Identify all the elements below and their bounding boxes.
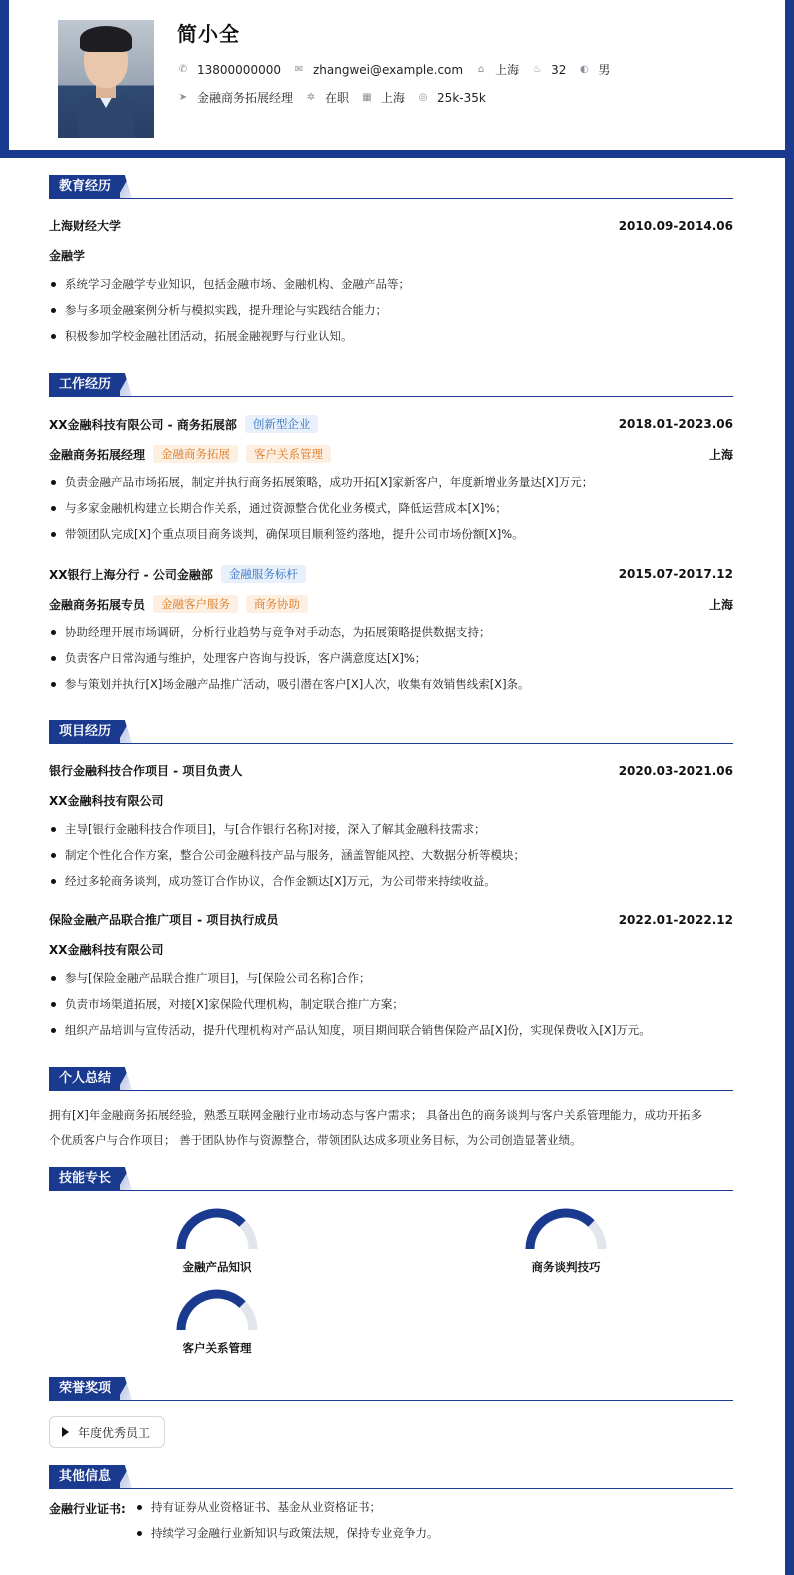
job-bullets bbox=[49, 619, 733, 697]
coin-icon: ◎ bbox=[418, 91, 428, 103]
list-item: 积极参加学校金融社团活动，拓展金融视野与行业认知。 bbox=[49, 323, 733, 349]
project-row bbox=[49, 762, 733, 779]
project-name: 保险金融产品联合推广项目 - 项目执行成员 bbox=[49, 913, 279, 927]
section-title: 教育经历 bbox=[49, 175, 121, 198]
gender-icon: ◐ bbox=[580, 63, 589, 75]
project-org-row bbox=[49, 792, 733, 809]
job-company-row bbox=[49, 565, 733, 583]
job-company-row bbox=[49, 415, 733, 433]
gear-icon: ✲ bbox=[306, 91, 316, 103]
skill-name: 商务谈判技巧 bbox=[531, 1260, 601, 1274]
role-name: 金融商务拓展经理 bbox=[49, 447, 146, 462]
education-section bbox=[49, 175, 733, 355]
major-name: 金融学 bbox=[49, 249, 86, 263]
summary-section bbox=[49, 1067, 733, 1157]
summary-text bbox=[49, 1103, 733, 1153]
section-header bbox=[49, 720, 733, 744]
email-item bbox=[293, 63, 463, 77]
skill-gauge bbox=[175, 1288, 259, 1332]
list-item: 持续学习金融行业新知识与政策法规，保持专业竞争力。 bbox=[135, 1520, 733, 1546]
job-date: 2015.07-2017.12 bbox=[618, 567, 733, 581]
project-org-row bbox=[49, 941, 733, 958]
status-item bbox=[305, 89, 349, 106]
skill-item bbox=[506, 1207, 626, 1275]
project-bullets bbox=[49, 965, 733, 1043]
age-value: 32 bbox=[551, 62, 567, 77]
other-label: 金融行业证书: bbox=[49, 1502, 126, 1516]
project-date: 2022.01-2022.12 bbox=[618, 912, 733, 927]
company-name: XX金融科技有限公司 - 商务拓展部 bbox=[49, 417, 237, 432]
profile-photo bbox=[58, 20, 154, 138]
section-title: 个人总结 bbox=[49, 1067, 121, 1090]
awards-section bbox=[49, 1377, 733, 1457]
education-date: 2010.09-2014.06 bbox=[618, 218, 733, 233]
send-icon: ➤ bbox=[178, 91, 188, 103]
section-header bbox=[49, 1465, 733, 1489]
salary-value: 25k-35k bbox=[437, 90, 486, 105]
work-section bbox=[49, 373, 733, 703]
list-item: 参与[保险金融产品联合推广项目]，与[保险公司名称]合作； bbox=[49, 965, 733, 991]
section-title-tail bbox=[120, 1377, 132, 1400]
contact-row bbox=[177, 61, 622, 78]
skill-gauge bbox=[175, 1207, 259, 1251]
section-title: 工作经历 bbox=[49, 373, 121, 396]
company-tag: 金融服务标杆 bbox=[221, 565, 306, 583]
section-title: 技能专长 bbox=[49, 1167, 121, 1190]
section-header bbox=[49, 1377, 733, 1401]
project-name: 银行金融科技合作项目 - 项目负责人 bbox=[49, 764, 243, 778]
email-value: zhangwei@example.com bbox=[312, 62, 464, 77]
role-tag: 客户关系管理 bbox=[246, 445, 331, 463]
job-intent-row bbox=[177, 89, 498, 106]
job-role-row bbox=[49, 445, 733, 463]
other-bullets bbox=[135, 1494, 733, 1546]
salary-item bbox=[417, 91, 486, 105]
position-value: 金融商务拓展经理 bbox=[197, 91, 294, 105]
gender-value: 男 bbox=[598, 63, 611, 77]
section-header bbox=[49, 1167, 733, 1191]
position-item bbox=[177, 89, 293, 106]
list-item: 持有证券从业资格证书、基金从业资格证书； bbox=[135, 1494, 733, 1520]
city-item bbox=[475, 61, 519, 78]
status-value: 在职 bbox=[325, 91, 350, 105]
project-date: 2020.03-2021.06 bbox=[618, 763, 733, 778]
building-icon: ▦ bbox=[362, 91, 372, 103]
job-bullets bbox=[49, 469, 733, 547]
award-item[interactable] bbox=[49, 1416, 165, 1448]
list-item: 主导[银行金融科技合作项目]，与[合作银行名称]对接，深入了解其金融科技需求； bbox=[49, 816, 733, 842]
frame-right-bar-top bbox=[785, 0, 794, 158]
city-value: 上海 bbox=[495, 63, 520, 77]
role-tag: 商务协助 bbox=[246, 595, 308, 613]
role-tag: 金融商务拓展 bbox=[153, 445, 238, 463]
projects-section bbox=[49, 720, 733, 1050]
age-item bbox=[531, 63, 566, 77]
section-title-tail bbox=[120, 1067, 132, 1090]
gender-item bbox=[578, 61, 610, 78]
other-section bbox=[49, 1465, 733, 1565]
candidate-name: 简小全 bbox=[177, 22, 240, 46]
list-item: 负责金融产品市场拓展，制定并执行商务拓展策略，成功开拓[X]家新客户，年度新增业务量达[X]万元； bbox=[49, 469, 733, 495]
role-tag: 金融客户服务 bbox=[153, 595, 238, 613]
section-header bbox=[49, 1067, 733, 1091]
summary-line: 拥有[X]年金融商务拓展经验，熟悉互联网金融行业市场动态与客户需求； 具备出色的商务谈判与客户关系管理能力，成功开拓多 bbox=[49, 1108, 703, 1122]
list-item: 负责市场渠道拓展，对接[X]家保险代理机构，制定联合推广方案； bbox=[49, 991, 733, 1017]
resume-header bbox=[9, 0, 785, 150]
section-title-tail bbox=[120, 720, 132, 743]
section-header bbox=[49, 373, 733, 397]
mail-icon: ✉ bbox=[294, 63, 304, 75]
section-title-tail bbox=[120, 175, 132, 198]
play-icon bbox=[62, 1427, 69, 1437]
skill-gauge bbox=[524, 1207, 608, 1251]
project-bullets bbox=[49, 816, 733, 894]
phone-icon: ✆ bbox=[178, 63, 188, 75]
education-row bbox=[49, 217, 733, 234]
project-row bbox=[49, 911, 733, 928]
role-name: 金融商务拓展专员 bbox=[49, 597, 146, 612]
list-item: 制定个性化合作方案，整合公司金融科技产品与服务，涵盖智能风控、大数据分析等模块； bbox=[49, 842, 733, 868]
home-icon: ⌂ bbox=[477, 63, 485, 75]
school-name: 上海财经大学 bbox=[49, 219, 122, 233]
section-title: 项目经历 bbox=[49, 720, 121, 743]
section-header bbox=[49, 175, 733, 199]
target-city-item bbox=[361, 89, 405, 106]
frame-header-divider bbox=[0, 150, 794, 158]
company-name: XX银行上海分行 - 公司金融部 bbox=[49, 567, 213, 582]
job-role-row bbox=[49, 595, 733, 613]
job-location: 上海 bbox=[708, 447, 733, 462]
list-item: 经过多轮商务谈判，成功签订合作协议，合作金额达[X]万元，为公司带来持续收益。 bbox=[49, 868, 733, 894]
skill-name: 客户关系管理 bbox=[182, 1341, 252, 1355]
section-title: 其他信息 bbox=[49, 1465, 121, 1488]
list-item: 协助经理开展市场调研，分析行业趋势与竞争对手动态，为拓展策略提供数据支持； bbox=[49, 619, 733, 645]
frame-left-bar bbox=[0, 0, 9, 158]
list-item: 组织产品培训与宣传活动，提升代理机构对产品认知度，项目期间联合销售保险产品[X]份，实现保费收入[X]万元。 bbox=[49, 1017, 733, 1043]
skill-item bbox=[157, 1207, 277, 1275]
company-tag: 创新型企业 bbox=[245, 415, 319, 433]
list-item: 负责客户日常沟通与维护，处理客户咨询与投诉，客户满意度达[X]%； bbox=[49, 645, 733, 671]
section-title-tail bbox=[120, 1167, 132, 1190]
target-city-value: 上海 bbox=[381, 91, 406, 105]
skills-section bbox=[49, 1167, 733, 1367]
major-row bbox=[49, 247, 733, 264]
project-org: XX金融科技有限公司 bbox=[49, 794, 164, 808]
section-title-tail bbox=[120, 1465, 132, 1488]
job-date: 2018.01-2023.06 bbox=[618, 417, 733, 431]
section-title: 荣誉奖项 bbox=[49, 1377, 121, 1400]
list-item: 系统学习金融学专业知识，包括金融市场、金融机构、金融产品等； bbox=[49, 271, 733, 297]
section-title-tail bbox=[120, 373, 132, 396]
cake-icon: ♨ bbox=[532, 63, 542, 75]
summary-line: 个优质客户与合作项目； 善于团队协作与资源整合，带领团队达成多项业务目标，为公司创造显著业绩。 bbox=[49, 1133, 582, 1147]
list-item: 参与策划并执行[X]场金融产品推广活动，吸引潜在客户[X]人次，收集有效销售线索[X]条。 bbox=[49, 671, 733, 697]
project-org: XX金融科技有限公司 bbox=[49, 943, 164, 957]
phone-item bbox=[177, 63, 281, 77]
frame-right-bar bbox=[785, 158, 794, 1575]
education-bullets bbox=[49, 271, 733, 349]
phone-value: 13800000000 bbox=[197, 62, 281, 77]
list-item: 参与多项金融案例分析与模拟实践，提升理论与实践结合能力； bbox=[49, 297, 733, 323]
list-item: 带领团队完成[X]个重点项目商务谈判，确保项目顺利签约落地，提升公司市场份额[X]%。 bbox=[49, 521, 733, 547]
skill-item bbox=[157, 1288, 277, 1356]
skill-name: 金融产品知识 bbox=[182, 1260, 252, 1274]
list-item: 与多家金融机构建立长期合作关系，通过资源整合优化业务模式，降低运营成本[X]%； bbox=[49, 495, 733, 521]
job-location: 上海 bbox=[708, 597, 733, 612]
award-name: 年度优秀员工 bbox=[78, 1425, 151, 1440]
